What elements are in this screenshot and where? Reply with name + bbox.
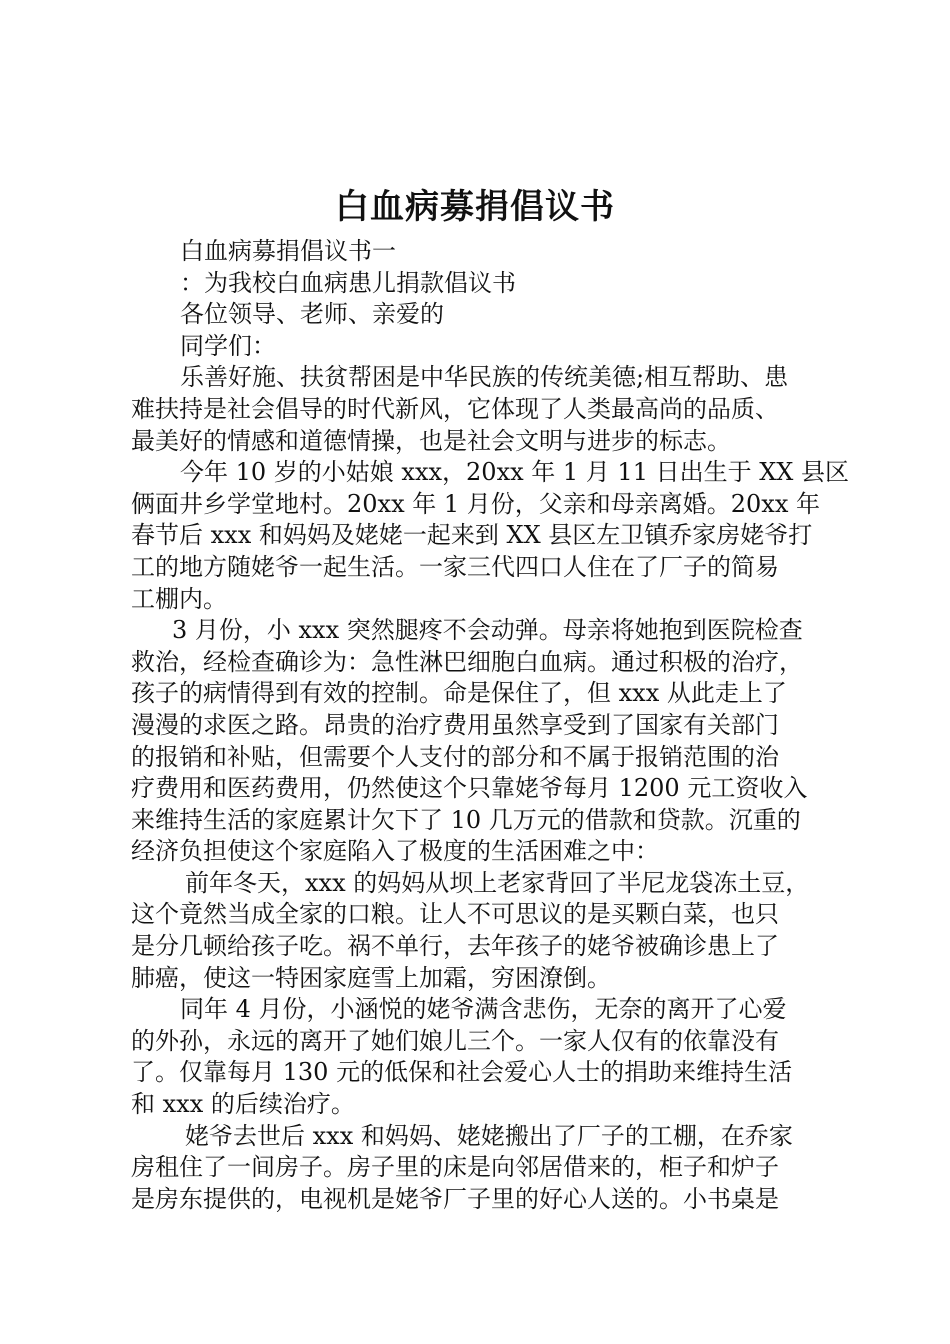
- paragraph-line: 疗费用和医药费用，仍然使这个只靠姥爷每月 1200 元工资收入: [131, 774, 808, 803]
- paragraph-line: 3 月份，小 xxx 突然腿疼不会动弹。母亲将她抱到医院检查: [172, 616, 803, 645]
- paragraph-line: 了。仅靠每月 130 元的低保和社会爱心人士的捐助来维持生活: [131, 1058, 793, 1087]
- paragraph-line: 的外孙，永远的离开了她们娘儿三个。一家人仅有的依靠没有: [131, 1026, 779, 1055]
- subject-line: ：为我校白血病患儿捐款倡议书: [180, 268, 516, 297]
- paragraph-line: 前年冬天，xxx 的妈妈从坝上老家背回了半尼龙袋冻土豆，: [185, 868, 810, 897]
- paragraph-line: 姥爷去世后 xxx 和妈妈、姥姥搬出了厂子的工棚，在乔家: [185, 1121, 793, 1150]
- paragraph-line: 来维持生活的家庭累计欠下了 10 几万元的借款和贷款。沉重的: [131, 805, 801, 834]
- paragraph-line: 春节后 xxx 和妈妈及姥姥一起来到 XX 县区左卫镇乔家房姥爷打: [131, 521, 813, 550]
- paragraph-line: 难扶持是社会倡导的时代新风，它体现了人类最高尚的品质、: [131, 394, 779, 423]
- paragraph-line: 这个竟然当成全家的口粮。让人不可思议的是买颗白菜，也只: [131, 900, 779, 929]
- paragraph-line: 今年 10 岁的小姑娘 xxx，20xx 年 1 月 11 日出生于 XX 县区: [180, 458, 850, 487]
- subtitle-line: 白血病募捐倡议书一: [180, 237, 396, 265]
- paragraph-line: 最美好的情感和道德情操，也是社会文明与进步的标志。: [131, 426, 731, 455]
- paragraph-line: 漫漫的求医之路。昂贵的治疗费用虽然享受到了国家有关部门: [131, 710, 779, 739]
- paragraph-line: 是房东提供的，电视机是姥爷厂子里的好心人送的。小书桌是: [131, 1184, 779, 1213]
- paragraph-line: 孩子的病情得到有效的控制。命是保住了，但 xxx 从此走上了: [131, 679, 787, 708]
- paragraph-line: 救治，经检查确诊为：急性淋巴细胞白血病。通过积极的治疗，: [131, 647, 803, 676]
- paragraph-line: 俩面井乡学堂地村。20xx 年 1 月份，父亲和母亲离婚。20xx 年: [131, 489, 821, 518]
- document-title: 白血病募捐倡议书: [335, 187, 615, 227]
- paragraph-line: 是分几顿给孩子吃。祸不单行，去年孩子的姥爷被确诊患上了: [131, 932, 779, 961]
- paragraph-line: 肺癌，使这一特困家庭雪上加霜，穷困潦倒。: [131, 963, 611, 992]
- paragraph-line: 工棚内。: [131, 584, 227, 613]
- paragraph-line: 乐善好施、扶贫帮困是中华民族的传统美德;相互帮助、患: [180, 363, 789, 392]
- paragraph-line: 和 xxx 的后续治疗。: [131, 1090, 355, 1119]
- paragraph-line: 的报销和补贴，但需要个人支付的部分和不属于报销范围的治: [131, 742, 779, 771]
- paragraph-line: 同年 4 月份，小涵悦的姥爷满含悲伤，无奈的离开了心爱: [180, 995, 787, 1024]
- paragraph-line: 工的地方随姥爷一起生活。一家三代四口人住在了厂子的简易: [131, 552, 779, 581]
- paragraph-line: 房租住了一间房子。房子里的床是向邻居借来的，柜子和炉子: [131, 1153, 779, 1182]
- paragraph-line: 经济负担使这个家庭陷入了极度的生活困难之中：: [131, 837, 659, 866]
- salutation-line: 各位领导、老师、亲爱的: [180, 300, 444, 329]
- salutation-line: 同学们：: [180, 331, 276, 360]
- document-body: [131, 236, 850, 1215]
